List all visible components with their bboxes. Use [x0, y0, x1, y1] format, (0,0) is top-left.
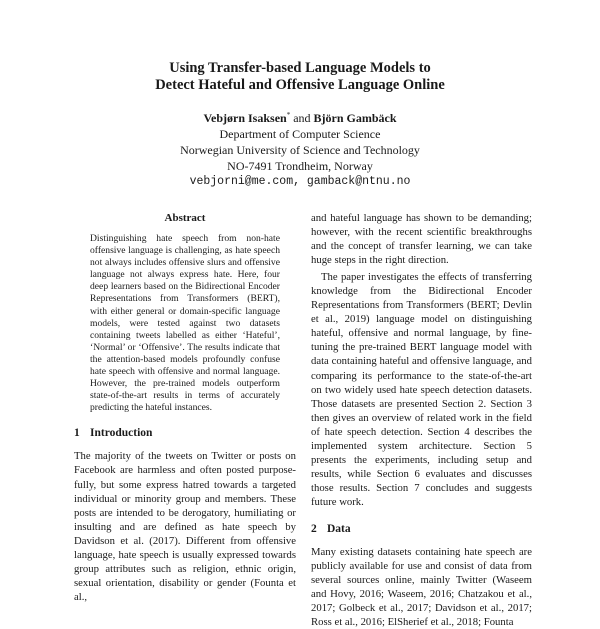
- left-column: [74, 211, 296, 604]
- section-heading-data: [311, 522, 532, 536]
- author-1: Vebjørn Isaksen: [203, 111, 287, 125]
- author-names: [60, 107, 540, 126]
- data-paragraph: Many existing datasets containing hate speech are publicly available for use and consist of data from several sources online, mainly Twitter (Waseem and Hovy, 2016; Waseem, 2016; Chatzakou et al., 2017; Golbeck et al., 2017; Davidson et al., 2017; Ross et al., 2016; ElSherief et al., 2018; Founta: [311, 545, 532, 629]
- section-title: Data: [327, 522, 351, 535]
- title-line-2: Detect Hateful and Offensive Language Online: [155, 77, 445, 93]
- address: NO-7491 Trondheim, Norway: [227, 159, 373, 173]
- author-2: Björn Gambäck: [313, 111, 397, 125]
- university: Norwegian University of Science and Technology: [180, 143, 420, 157]
- continued-paragraph: and hateful language has shown to be demanding; however, with the recent scientific breakthroughs and the concept of transfer learning, we can take huge steps in the right direction.: [311, 212, 532, 267]
- right-column: [311, 211, 532, 629]
- author-conjunction: and: [293, 111, 311, 125]
- section-number: 1: [74, 427, 80, 440]
- abstract-text: Distinguishing hate speech from non-hate offensive language is challenging, as hate speech not always includes offensive slurs and offensive language not always express hate. Here, four deep learners based on the Bidirectional Encoder Representations from Transformers (BERT), with either general or domain-specific language models, were tested against two datasets containing tweets labelled as either ‘Hateful’, ‘Normal’ or ‘Offensive’. The results indicate that the attention-based models profoundly confuse hate speech with offensive and normal language. However, the pre-trained models outperform state-of-the-art results in terms of accurately predicting the hateful instances.: [90, 233, 280, 414]
- overview-paragraph: The paper investigates the effects of transferring knowledge from the Bidirectional Encoder Representations from Transformers (BERT; Devlin et al., 2019) language model on distinguishing hateful, offensive and normal language, by fine-tuning the pre-trained BERT language model with data containing hateful and offensive language, and comparing its performance to the state-of-the-art on two widely used hate speech detection datasets. Those datasets are presented Section 2. Section 3 then gives an overview of related work in the field of hate speech detection. Section 4 describes the implemented system architecture. Section 5 presents the experiments, including setup and results, while Section 6 evaluates and discusses those results. Section 7 concludes and suggests future work.: [311, 271, 532, 508]
- department: Department of Computer Science: [219, 127, 381, 141]
- abstract-heading: Abstract: [164, 212, 206, 224]
- section-number: 2: [311, 522, 317, 535]
- author-emails: vebjorni@me.com, gamback@ntnu.no: [189, 175, 411, 188]
- title-line-1: Using Transfer-based Language Models to: [169, 60, 431, 76]
- author-block: [60, 107, 540, 190]
- author-1-footnote-mark: *: [286, 111, 291, 119]
- paper-title: [60, 60, 540, 94]
- section-title: Introduction: [90, 427, 153, 440]
- introduction-paragraph: The majority of the tweets on Twitter or posts on Facebook are harmless and often posted purpose-fully, but some express hatred towards a targeted individual or minority group and members. These posts are intended to be derogatory, humiliating or insulting and are defined as hate speech by Davidson et al. (2017). Different from offensive language, hate speech is usually expressed towards group attributes such as religion, ethnic origin, sexual orientation, disability or gender (Founta et al.,: [74, 450, 296, 603]
- section-heading-introduction: [74, 426, 296, 440]
